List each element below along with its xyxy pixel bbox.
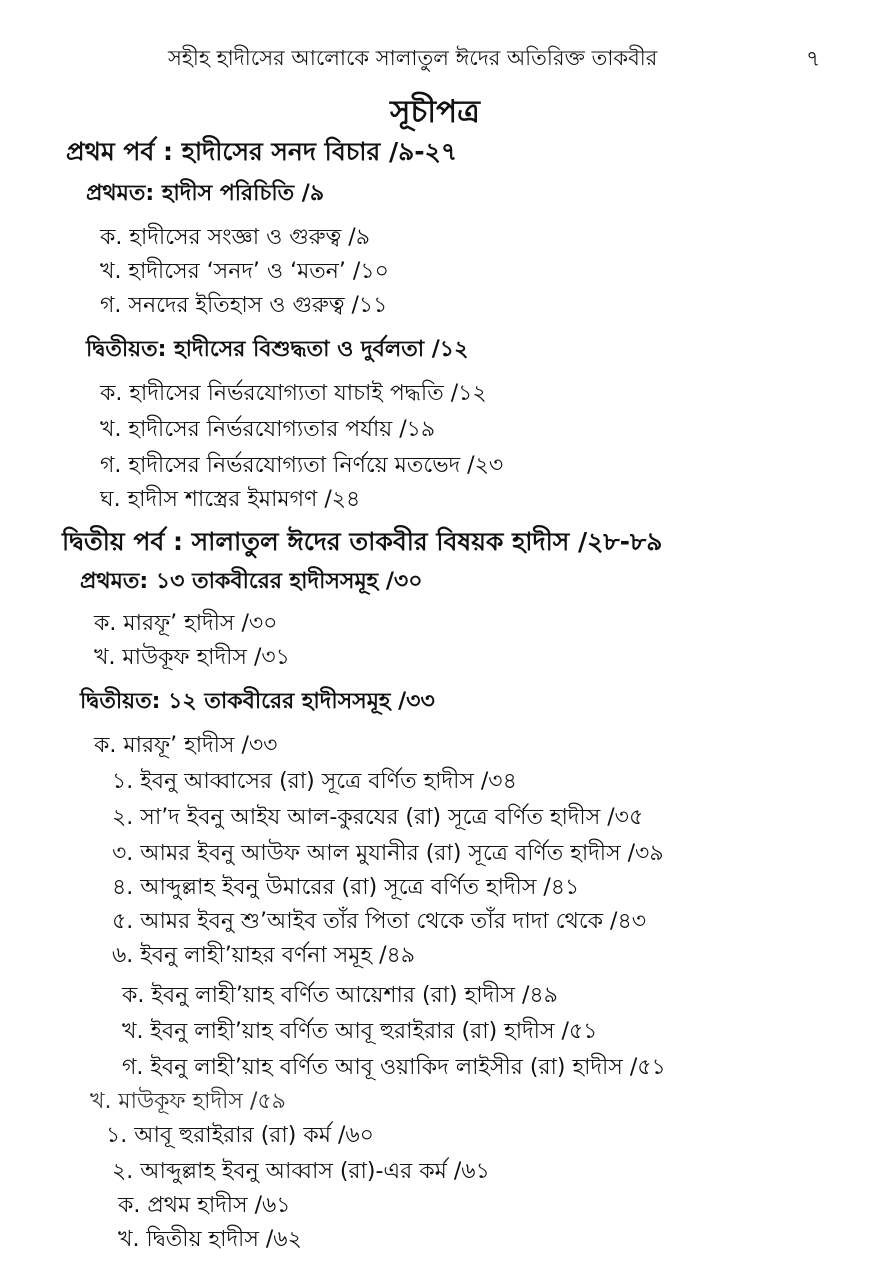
toc-subitem: ৬. ইবনু লাহী’য়াহর বর্ণনা সমূহ /৪৯ (112, 943, 416, 968)
toc-item: খ. হাদীসের নির্ভরযোগ্যতার পর্যায় /১৯ (100, 417, 436, 442)
toc-subsubitem: গ. ইবনু লাহী’য়াহ বর্ণিত আবূ ওয়াকিদ লাইসীর (রা) হাদীস /৫১ (122, 1055, 666, 1080)
toc-section-heading: দ্বিতীয়ত: ১২ তাকবীরের হাদীসসমূহ /৩৩ (80, 689, 435, 714)
toc-item: ক. মারফূ’ হাদীস /৩৩ (94, 733, 278, 758)
toc-subitem: ৪. আব্দুল্লাহ ইবনু উমারের (রা) সূত্রে বর্ণিত হাদীস /৪১ (112, 875, 580, 900)
toc-subitem: ১. ইবনু আব্বাসের (রা) সূত্রে বর্ণিত হাদীস /৩৪ (112, 769, 517, 794)
toc-item: ক. মারফূ’ হাদীস /৩০ (94, 611, 278, 636)
toc-item: গ. হাদীসের নির্ভরযোগ্যতা নির্ণয়ে মতভেদ /২৩ (100, 453, 504, 478)
toc-subsubitem: খ. ইবনু লাহী’য়াহ বর্ণিত আবূ হুরাইরার (রা) হাদীস /৫১ (122, 1019, 598, 1044)
toc-title: সূচীপত্র (390, 94, 480, 130)
running-title: সহীহ হাদীসের আলোকে সালাতুল ঈদের অতিরিক্ত তাকবীর (168, 46, 658, 70)
toc-subitem: ২. আব্দুল্লাহ ইবনু আব্বাস (রা)-এর কর্ম /৬১ (112, 1159, 490, 1184)
toc-subitem: ৫. আমর ইবনু শু’আইব তাঁর পিতা থেকে তাঁর দাদা থেকে /৪৩ (112, 909, 647, 934)
toc-item: গ. সনদের ইতিহাস ও গুরুত্ব /১১ (100, 293, 388, 318)
toc-section-heading: প্রথমত: ১৩ তাকবীরের হাদীসসমূহ /৩০ (80, 569, 423, 594)
toc-item: খ. মাউকূফ হাদীস /৫৯ (90, 1089, 286, 1114)
toc-subsubitem: খ. দ্বিতীয় হাদীস /৬২ (118, 1227, 302, 1252)
toc-subitem: ১. আবূ হুরাইরার (রা) কর্ম /৬০ (106, 1123, 374, 1148)
toc-subitem: ২. সা’দ ইবনু আইয আল-কুরযের (রা) সূত্রে বর্ণিত হাদীস /৩৫ (112, 805, 644, 830)
toc-item: ঘ. হাদীস শাস্ত্রের ইমামগণ /২৪ (100, 487, 361, 512)
toc-subsubitem: ক. ইবনু লাহী’য়াহ বর্ণিত আয়েশার (রা) হাদীস /৪৯ (122, 983, 558, 1008)
page-number: ৭ (806, 47, 821, 72)
toc-subitem: ৩. আমর ইবনু আউফ আল মুযানীর (রা) সূত্রে বর্ণিত হাদীস /৩৯ (112, 841, 664, 866)
toc-item: ক. হাদীসের নির্ভরযোগ্যতা যাচাই পদ্ধতি /১২ (100, 381, 487, 406)
toc-subsubitem: ক. প্রথম হাদীস /৬১ (118, 1193, 291, 1218)
toc-section-heading: প্রথমত: হাদীস পরিচিতি /৯ (86, 181, 325, 206)
toc-section-heading: দ্বিতীয়ত: হাদীসের বিশুদ্ধতা ও দুর্বলতা /১২ (86, 337, 469, 362)
toc-part-heading: প্রথম পর্ব : হাদীসের সনদ বিচার /৯-২৭ (66, 137, 458, 166)
toc-part-heading: দ্বিতীয় পর্ব : সালাতুল ঈদের তাকবীর বিষয়ক হাদীস /২৮-৮৯ (62, 527, 663, 556)
toc-item: খ. হাদীসের ‘সনদ’ ও ‘মতন’ /১০ (100, 259, 389, 284)
toc-item: ক. হাদীসের সংজ্ঞা ও গুরুত্ব /৯ (100, 225, 370, 250)
toc-item: খ. মাউকূফ হাদীস /৩১ (94, 645, 290, 670)
